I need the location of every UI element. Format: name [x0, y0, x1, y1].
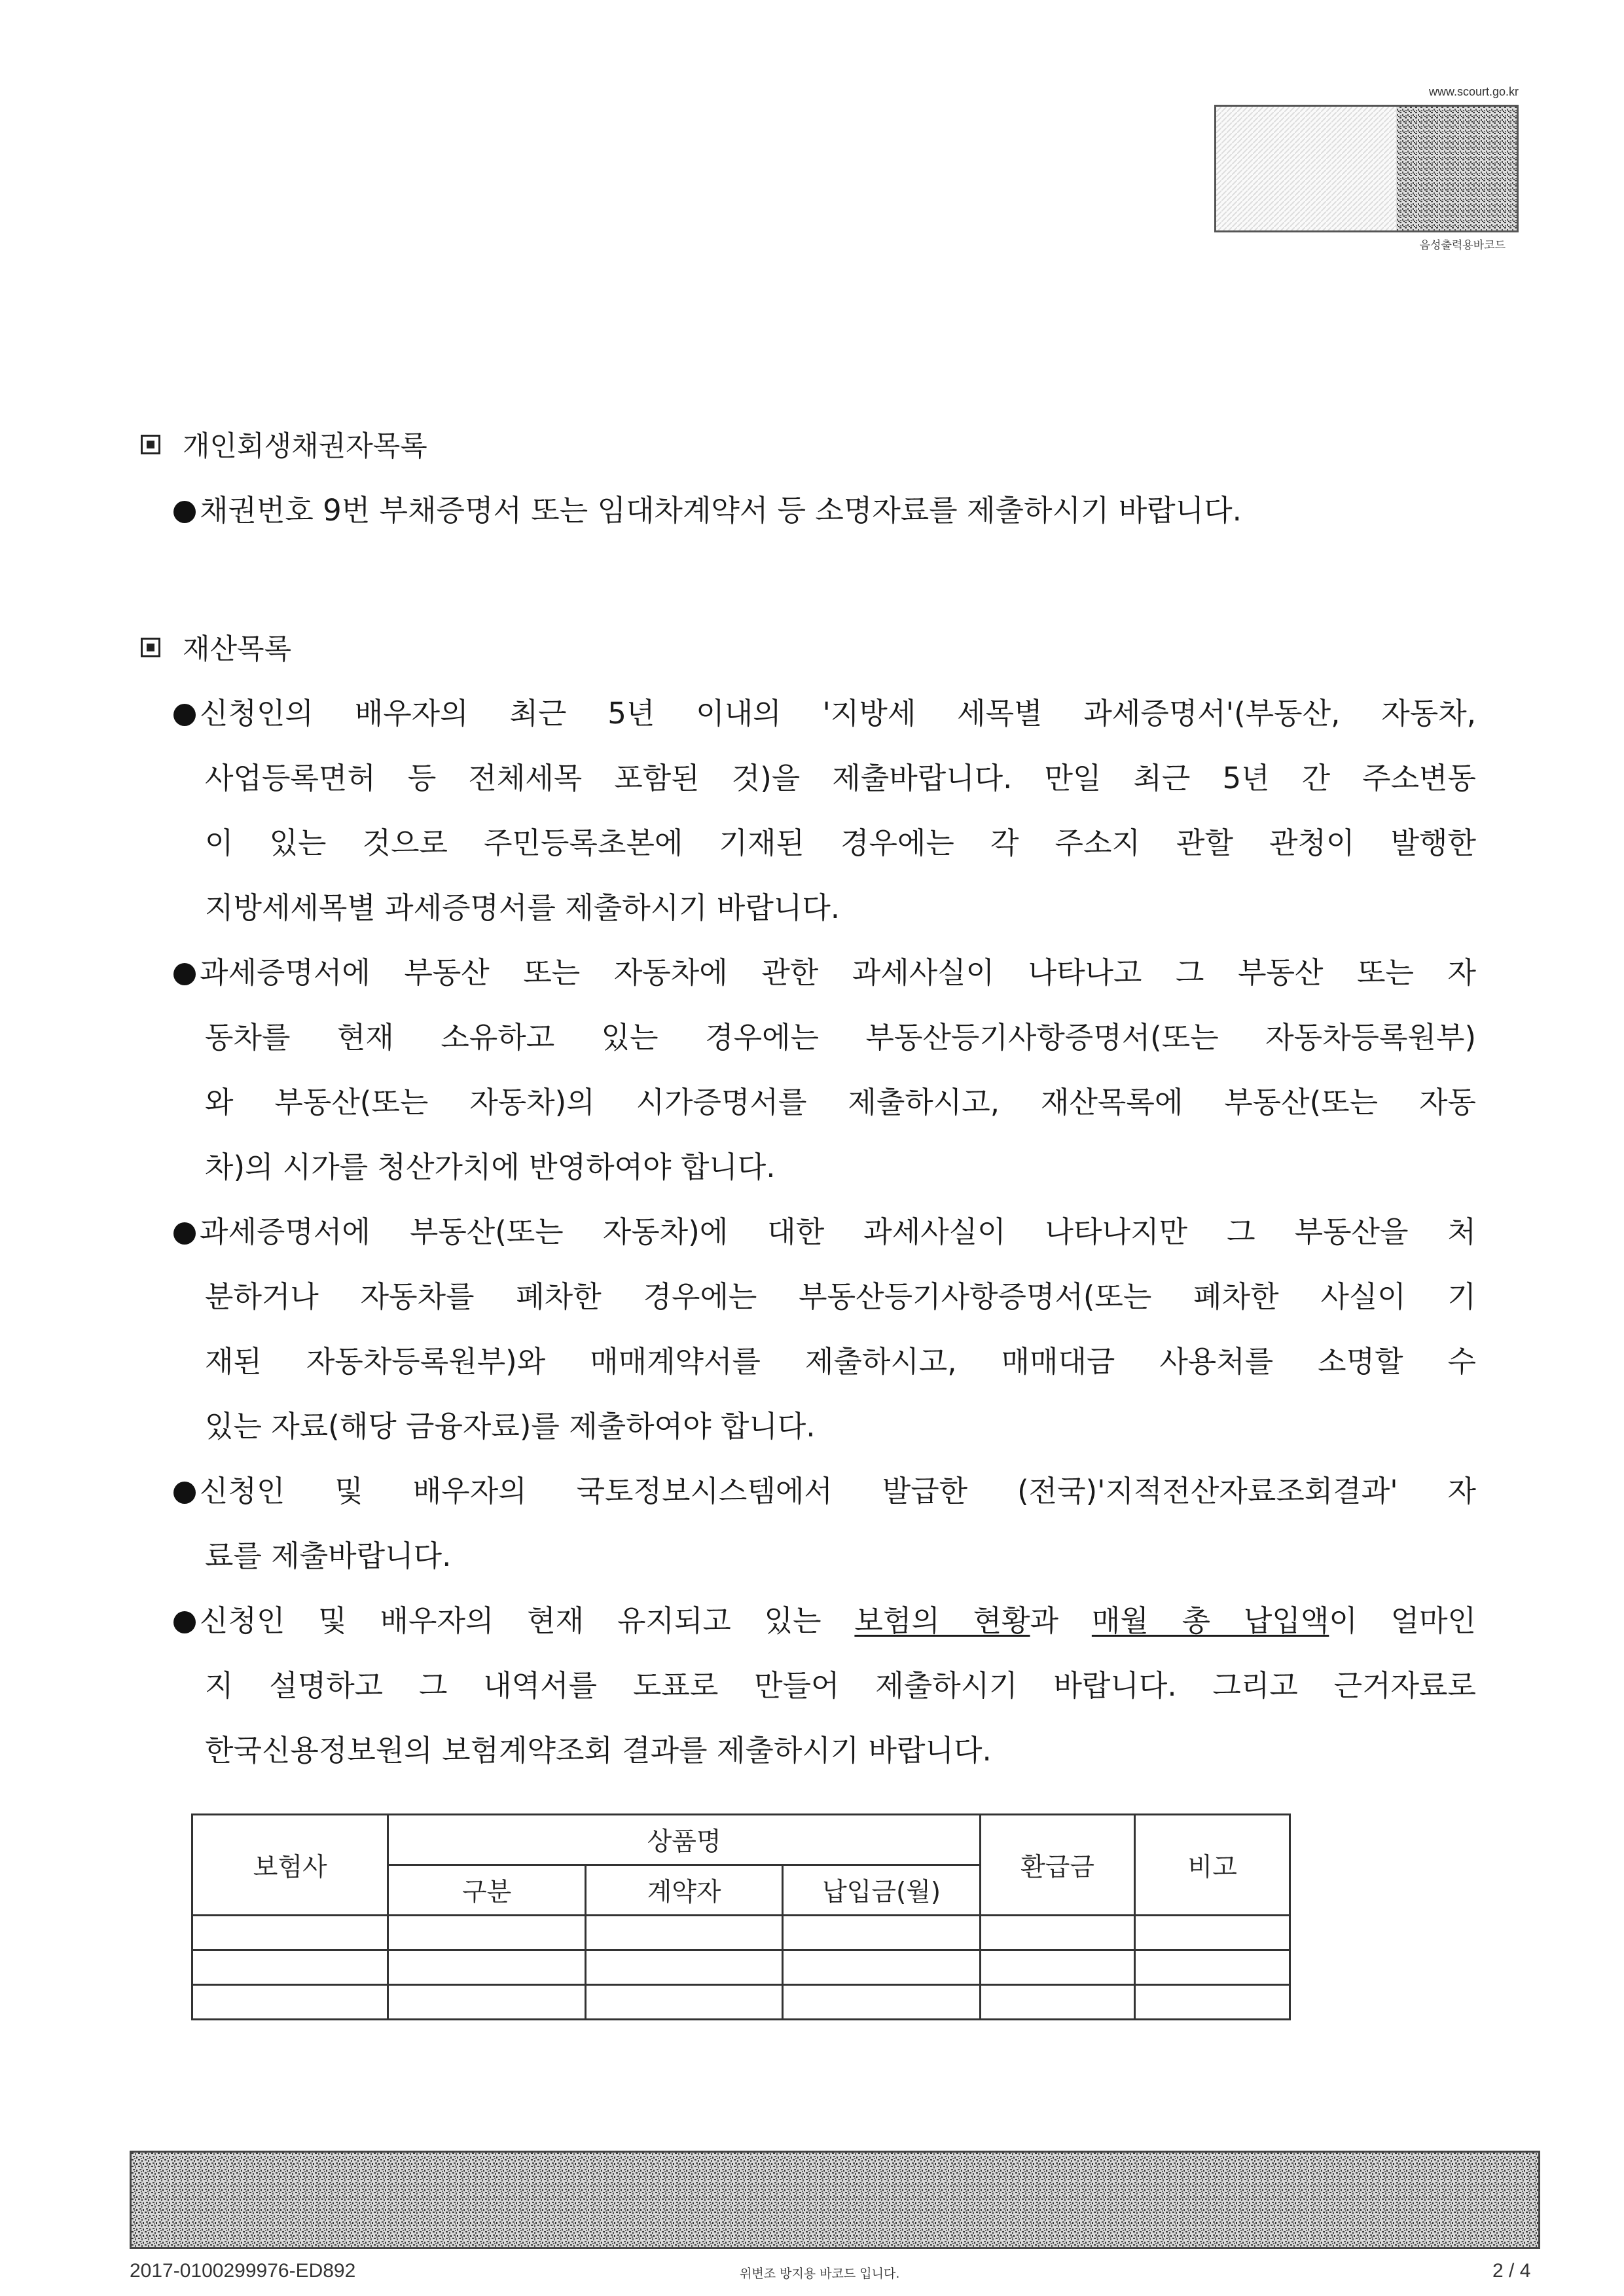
bullet-line: 신청인의 배우자의 최근 5년 이내의 '지방세 세목별 과세증명서'(부동산, 자동차, [173, 681, 1476, 746]
barcode-pattern [132, 2153, 1540, 2249]
barcode-caption: 음성출력용바코드 [1419, 239, 1506, 252]
section-heading-creditor-list [141, 424, 427, 464]
section-title: 재산목록 [183, 633, 292, 666]
col-category: 구분 [388, 1865, 585, 1916]
property-item-land-data [173, 1459, 1476, 1588]
bullet-line: 재된 자동차등록원부)와 매매계약서를 제출하시고, 매매대금 사용처를 소명할 수 [205, 1344, 1476, 1379]
square-bullet-icon [141, 435, 160, 454]
anti-forgery-barcode [130, 2151, 1540, 2249]
col-contractor: 계약자 [585, 1865, 782, 1916]
property-item-local-tax [173, 681, 1476, 940]
creditor-list-item [173, 478, 1476, 543]
bullet-dot-icon [173, 1611, 196, 1633]
bullet-line: 와 부동산(또는 자동차)의 시가증명서를 제출하시고, 재산목록에 부동산(또는 자동 [205, 1085, 1476, 1120]
top-barcode-block [1214, 85, 1519, 259]
col-refund: 환급금 [980, 1815, 1135, 1916]
property-item-insurance [173, 1588, 1476, 1783]
table-row [192, 1950, 1290, 1985]
bullet-dot-icon [173, 1482, 196, 1504]
section-title: 개인회생채권자목록 [183, 430, 427, 463]
barcode-pattern [1216, 107, 1519, 232]
col-premium: 납입금(월) [783, 1865, 981, 1916]
bullet-line: 지 설명하고 그 내역서를 도표로 만들어 제출하시기 바랍니다. 그리고 근거자료로 [205, 1668, 1476, 1703]
underlined-insurance-status: 보험의 현황 [854, 1603, 1030, 1638]
property-item-real-estate [173, 940, 1476, 1199]
square-bullet-icon [141, 638, 160, 657]
property-item-disposal [173, 1199, 1476, 1459]
table-row [192, 1985, 1290, 2020]
bullet-dot-icon [173, 501, 196, 523]
court-url: www.scourt.go.kr [1428, 85, 1519, 98]
bullet-line: 한국신용정보원의 보험계약조회 결과를 제출하시기 바랍니다. [205, 1733, 992, 1768]
bullet-dot-icon [173, 963, 196, 985]
table-row [192, 1916, 1290, 1950]
bullet-line: 사업등록면허 등 전체세목 포함된 것)을 제출바랍니다. 만일 최근 5년 간 주소변동 [205, 761, 1476, 795]
bullet-line: 료를 제출바랍니다. [205, 1539, 452, 1573]
bullet-line: 신청인 및 배우자의 국토정보시스템에서 발급한 (전국)'지적전산자료조회결과' 자 [173, 1459, 1476, 1523]
col-remarks: 비고 [1135, 1815, 1290, 1916]
bullet-line: 과세증명서에 부동산(또는 자동차)에 대한 과세사실이 나타나지만 그 부동산을 처 [173, 1199, 1476, 1264]
underlined-monthly-total: 매월 총 납입액 [1091, 1603, 1329, 1638]
bullet-dot-icon [173, 704, 196, 726]
col-product: 상품명 [388, 1815, 980, 1865]
barcode-note: 위변조 방지용 바코드 입니다. [740, 2267, 900, 2281]
section-heading-property-list [141, 627, 291, 667]
bullet-line: 차)의 시가를 청산가치에 반영하여야 합니다. [205, 1150, 776, 1184]
bullet-dot-icon [173, 1222, 196, 1245]
bullet-line: 신청인 및 배우자의 현재 유지되고 있는 보험의 현황과 매월 총 납입액이 얼마인 [173, 1588, 1476, 1653]
bullet-line: 지방세세목별 과세증명서를 제출하시기 바랍니다. [205, 890, 840, 925]
document-id: 2017-0100299976-ED892 [130, 2260, 356, 2282]
bullet-line: 분하거나 자동차를 폐차한 경우에는 부동산등기사항증명서(또는 폐차한 사실이 기 [205, 1279, 1476, 1314]
page-number: 2 / 4 [1492, 2260, 1531, 2282]
bullet-line: 채권번호 9번 부채증명서 또는 임대차계약서 등 소명자료를 제출하시기 바랍니다. [173, 478, 1476, 543]
bullet-line: 동차를 현재 소유하고 있는 경우에는 부동산등기사항증명서(또는 자동차등록원부) [205, 1020, 1476, 1055]
insurance-table [191, 1813, 1291, 2020]
voice-output-barcode [1214, 105, 1519, 232]
bullet-line: 있는 자료(해당 금융자료)를 제출하여야 합니다. [205, 1409, 816, 1444]
col-insurer: 보험사 [192, 1815, 388, 1916]
bullet-line: 과세증명서에 부동산 또는 자동차에 관한 과세사실이 나타나고 그 부동산 또는 자 [173, 940, 1476, 1005]
bullet-line: 이 있는 것으로 주민등록초본에 기재된 경우에는 각 주소지 관할 관청이 발행한 [205, 826, 1476, 860]
